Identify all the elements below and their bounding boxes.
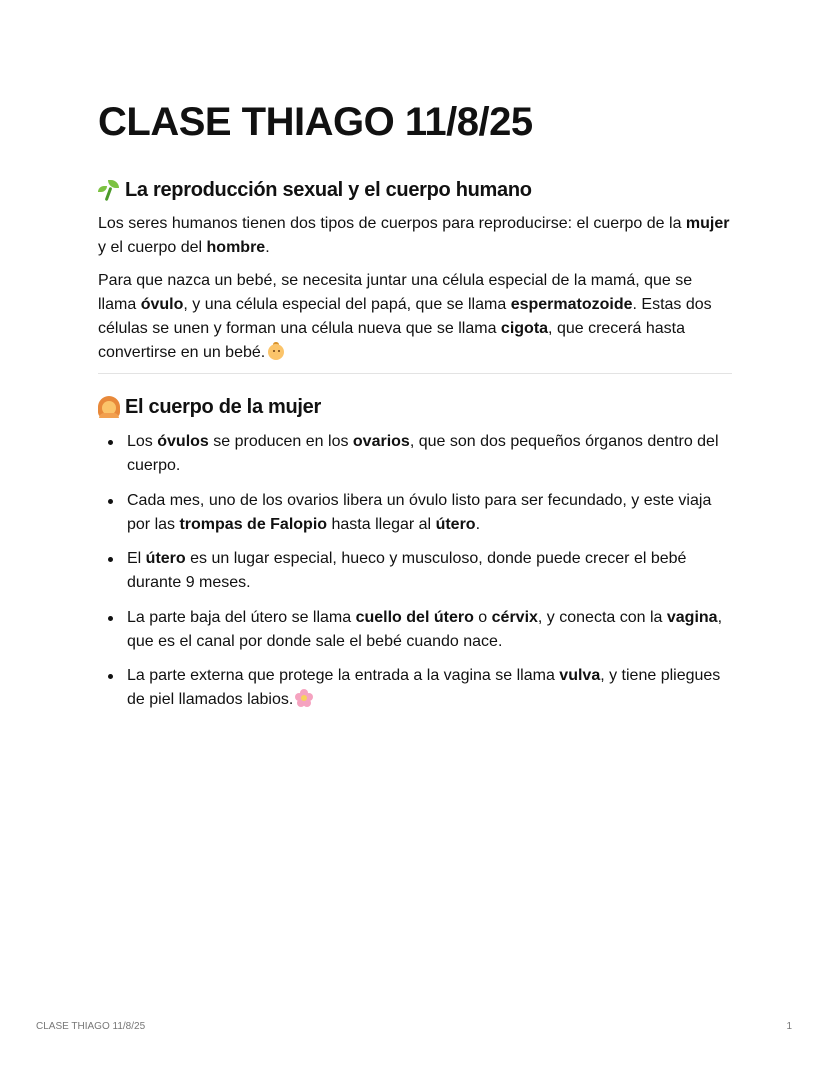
bold-term: vulva — [559, 667, 601, 684]
text-span: Los — [127, 433, 158, 450]
text-span: o — [473, 608, 492, 626]
list-item — [98, 430, 732, 478]
text-span: , y una célula especial del papá, que se llama — [183, 296, 511, 313]
bullet-dot — [108, 616, 113, 621]
text-span: Cada mes, uno de los ovarios libera un óvulo listo para ser fecundado, y este viaja por las — [127, 491, 712, 533]
bold-term: mujer — [685, 215, 730, 232]
page-number: 1 — [786, 1021, 792, 1032]
bold-term: útero — [145, 550, 186, 567]
footer-title: CLASE THIAGO 11/8/25 — [36, 1021, 146, 1032]
list-item — [98, 606, 732, 654]
text-span: . Estas dos células se unen y forman una célula nueva que se llama — [98, 296, 712, 337]
bold-term: cigota — [500, 320, 549, 337]
text-span: Los seres humanos tienen dos tipos de cuerpos para reproducirse: el cuerpo de la — [98, 215, 686, 232]
divider — [98, 373, 732, 374]
paragraph-fertilization — [98, 269, 732, 365]
text-span: se producen en los — [208, 433, 353, 450]
bold-term: vagina — [666, 608, 718, 626]
text-span: , que es el canal por donde sale el bebé cuando nace. — [127, 608, 723, 650]
text-span: Para que nazca un bebé, se necesita juntar una célula especial de la mamá, que se llama — [98, 272, 693, 313]
bold-term: óvulos — [157, 433, 209, 450]
section-heading-reproduction — [98, 176, 532, 204]
section-heading-woman-body — [98, 393, 321, 421]
bullet-dot — [108, 499, 113, 504]
text-span: es un lugar especial, hueco y musculoso, donde puede crecer el bebé durante 9 meses. — [127, 550, 687, 591]
text-span: , y conecta con la — [537, 608, 667, 626]
bullet-dot — [108, 674, 113, 679]
bold-term: cérvix — [491, 608, 538, 626]
list-item — [98, 489, 732, 537]
section-heading-text: El cuerpo de la mujer — [125, 396, 321, 418]
text-span: La parte baja del útero se llama — [127, 608, 356, 626]
bullet-list — [98, 430, 732, 723]
baby-icon — [267, 342, 285, 360]
list-item — [98, 664, 732, 712]
section-heading-text: La reproducción sexual y el cuerpo humano — [125, 179, 532, 201]
text-span: El — [127, 550, 146, 567]
bullet-dot — [108, 440, 113, 445]
bold-term: cuello del útero — [355, 608, 474, 626]
text-span: , que crecerá hasta convertirse en un bebé. — [98, 320, 686, 361]
text-span: y el cuerpo del — [98, 239, 207, 256]
bold-term: trompas de Falopio — [179, 515, 328, 533]
page-title: CLASE THIAGO 11/8/25 — [98, 100, 533, 144]
bullet-dot — [108, 557, 113, 562]
list-item — [98, 547, 732, 595]
bold-term: útero — [435, 515, 476, 533]
flower-icon — [295, 689, 313, 707]
text-span: La parte externa que protege la entrada a la vagina se llama — [127, 667, 560, 684]
text-span: . — [475, 515, 481, 533]
text-span: , y tiene pliegues de piel llamados labios. — [127, 667, 721, 708]
bold-term: ovarios — [352, 433, 410, 450]
bold-term: espermatozoide — [510, 296, 633, 313]
bold-term: óvulo — [140, 296, 184, 313]
text-span: hasta llegar al — [327, 515, 436, 533]
paragraph-body-types — [98, 212, 732, 260]
text-span: , que son dos pequeños órganos dentro del cuerpo. — [127, 433, 719, 474]
woman-icon — [98, 396, 120, 418]
text-span: . — [265, 239, 270, 256]
bold-term: hombre — [206, 239, 266, 256]
seedling-icon — [98, 179, 120, 201]
